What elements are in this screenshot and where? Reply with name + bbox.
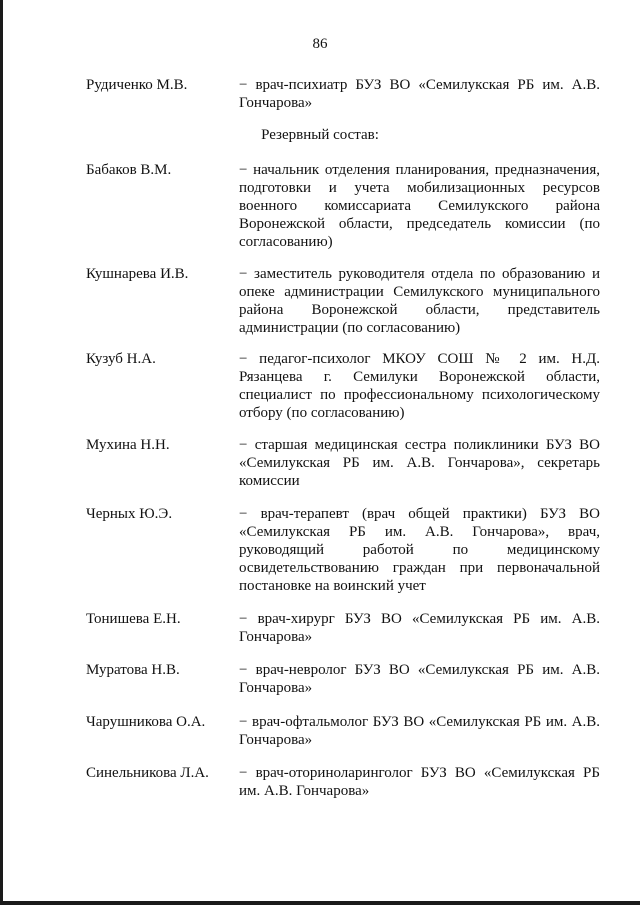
member-role: − начальник отделения планирования, предназначения, подготовки и учета мобилизационных ресурсов военного комиссариата Семилукского района Воронежской области, председатель комиссии (по согласованию) (239, 162, 600, 250)
member-name: Тонишева Е.Н. (86, 611, 181, 627)
member-name: Чарушникова О.А. (86, 714, 206, 730)
member-name: Рудиченко М.В. (86, 77, 188, 93)
scan-edge-bottom (0, 901, 640, 905)
page-number: 86 (312, 36, 328, 52)
member-role: − врач-невролог БУЗ ВО «Семилукская РБ им. А.В. Гончарова» (239, 662, 600, 696)
member-role: − заместитель руководителя отдела по образованию и опеке администрации Семилукского муниципального района Воронежской области, представитель администрации (по согласованию) (239, 266, 600, 336)
member-name: Черных Ю.Э. (86, 506, 173, 522)
member-role: − врач-оториноларинголог БУЗ ВО «Семилукская РБ им. А.В. Гончарова» (239, 765, 600, 799)
member-name: Кушнарева И.В. (86, 266, 189, 282)
member-role: − старшая медицинская сестра поликлиники БУЗ ВО «Семилукская РБ им. А.В. Гончарова», секретарь комиссии (239, 437, 600, 489)
member-name: Мухина Н.Н. (86, 437, 170, 453)
member-name: Бабаков В.М. (86, 162, 172, 178)
member-role: − педагог-психолог МКОУ СОШ № 2 им. Н.Д. Рязанцева г. Семилуки Воронежской области, специалист по профессиональному психологическому отбору (по согласованию) (239, 351, 600, 421)
member-role: − врач-офтальмолог БУЗ ВО «Семилукская РБ им. А.В. Гончарова» (239, 714, 600, 748)
member-name: Муратова Н.В. (86, 662, 180, 678)
reserve-heading: Резервный состав: (261, 127, 379, 143)
member-role: − врач-хирург БУЗ ВО «Семилукская РБ им. А.В. Гончарова» (239, 611, 600, 645)
member-role: − врач-психиатр БУЗ ВО «Семилукская РБ им. А.В. Гончарова» (239, 77, 600, 111)
member-name: Синельникова Л.А. (86, 765, 209, 781)
member-name: Кузуб Н.А. (86, 351, 156, 367)
member-role: − врач-терапевт (врач общей практики) БУЗ ВО «Семилукская РБ им. А.В. Гончарова», врач, руководящий работой по медицинскому освидетельствованию граждан при первоначальной постановке на воинский учет (239, 506, 600, 594)
